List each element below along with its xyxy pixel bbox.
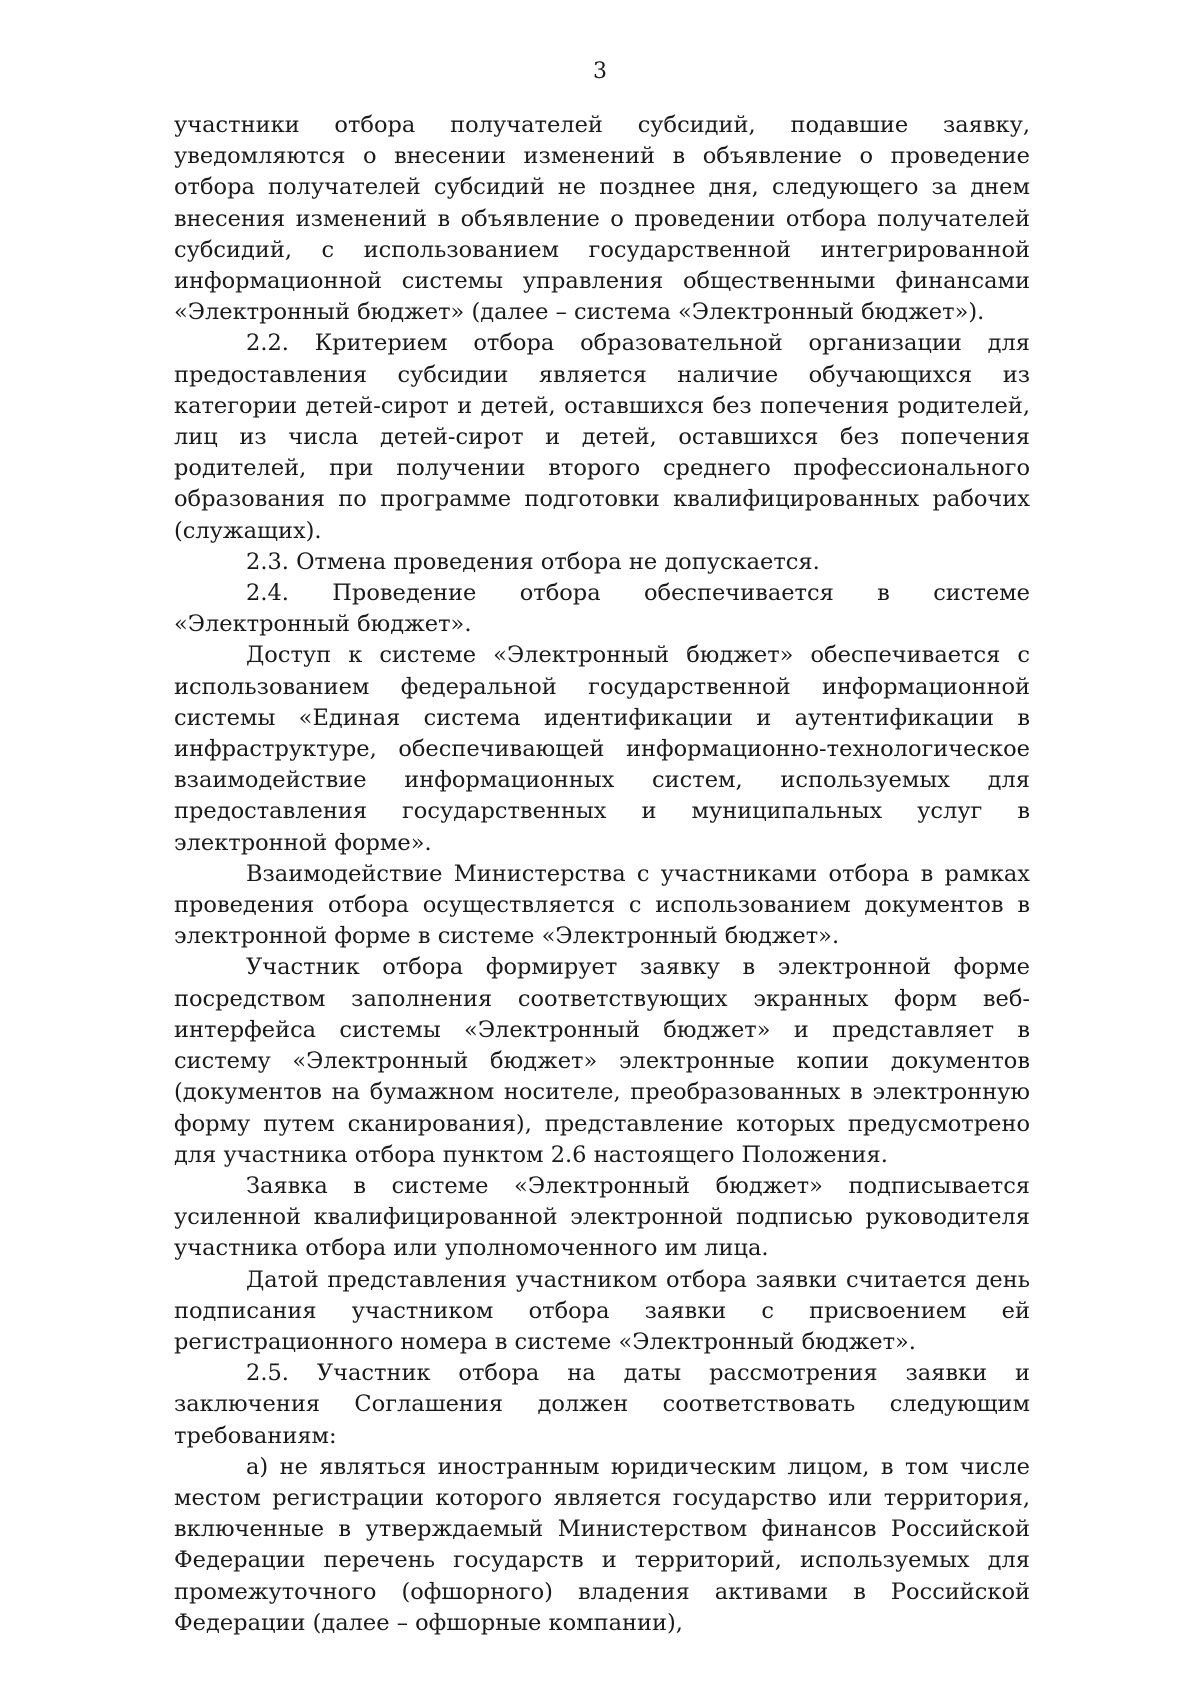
paragraph-interaction: Взаимодействие Министерства с участниками отбора в рамках проведения отбора осуществляется с использованием документов в электронной форме в системе «Электронный бюджет». bbox=[174, 860, 1030, 950]
paragraph-2-5-a: а) не являться иностранным юридическим лицом, в том числе местом регистрации которого является государство или территория, включенные в утверждаемый Министерством финансов Российской Федерации перечень государств и территорий, используемых для промежуточного (офшорного) владения активами в Российской Федерации (далее – офшорные компании), bbox=[174, 1453, 1030, 1636]
paragraph-2-5: 2.5. Участник отбора на даты рассмотрения заявки и заключения Соглашения должен соответствовать следующим требованиям: bbox=[174, 1360, 1030, 1449]
paragraph-access: Доступ к системе «Электронный бюджет» обеспечивается с использованием федеральной государственной информационной системы «Единая система идентификации и аутентификации в инфраструктуре, обеспечивающей информационно-технологическое взаимодействие информационных систем, используемых для предоставления государственных и муниципальных услуг в электронной форме». bbox=[174, 642, 1030, 856]
document-body bbox=[174, 110, 1030, 1639]
paragraph-2-3: 2.3. Отмена проведения отбора не допускается. bbox=[246, 548, 820, 575]
page-number: 3 bbox=[593, 59, 607, 84]
paragraph-submission-date: Датой представления участником отбора заявки считается день подписания участником отбора заявки с присвоением ей регистрационного номера в системе «Электронный бюджет». bbox=[174, 1266, 1030, 1355]
paragraph-2-2: 2.2. Критерием отбора образовательной организации для предоставления субсидии является наличие обучающихся из категории детей-сирот и детей, оставшихся без попечения родителей, лиц из числа детей-сирот и детей, оставшихся без попечения родителей, при получении второго среднего профессионального образования по программе подготовки квалифицированных рабочих (служащих). bbox=[174, 330, 1030, 544]
paragraph-2-4: 2.4. Проведение отбора обеспечивается в системе «Электронный бюджет». bbox=[174, 580, 1030, 638]
paragraph-signature: Заявка в системе «Электронный бюджет» подписывается усиленной квалифицированной электронной подписью руководителя участника отбора или уполномоченного им лица. bbox=[174, 1172, 1030, 1262]
paragraph-continued: участники отбора получателей субсидий, подавшие заявку, уведомляются о внесении изменений в объявление о проведение отбора получателей субсидий не позднее дня, следующего за днем внесения изменений в объявление о проведении отбора получателей субсидий, с использованием государственной интегрированной информационной системы управления общественными финансами «Электронный бюджет» (далее – система «Электронный бюджет»). bbox=[174, 112, 1030, 326]
paragraph-application: Участник отбора формирует заявку в электронной форме посредством заполнения соответствующих экранных форм веб-интерфейса системы «Электронный бюджет» и представляет в систему «Электронный бюджет» электронные копии документов (документов на бумажном носителе, преобразованных в электронную форму путем сканирования), представление которых предусмотрено для участника отбора пунктом 2.6 настоящего Положения. bbox=[174, 954, 1030, 1168]
